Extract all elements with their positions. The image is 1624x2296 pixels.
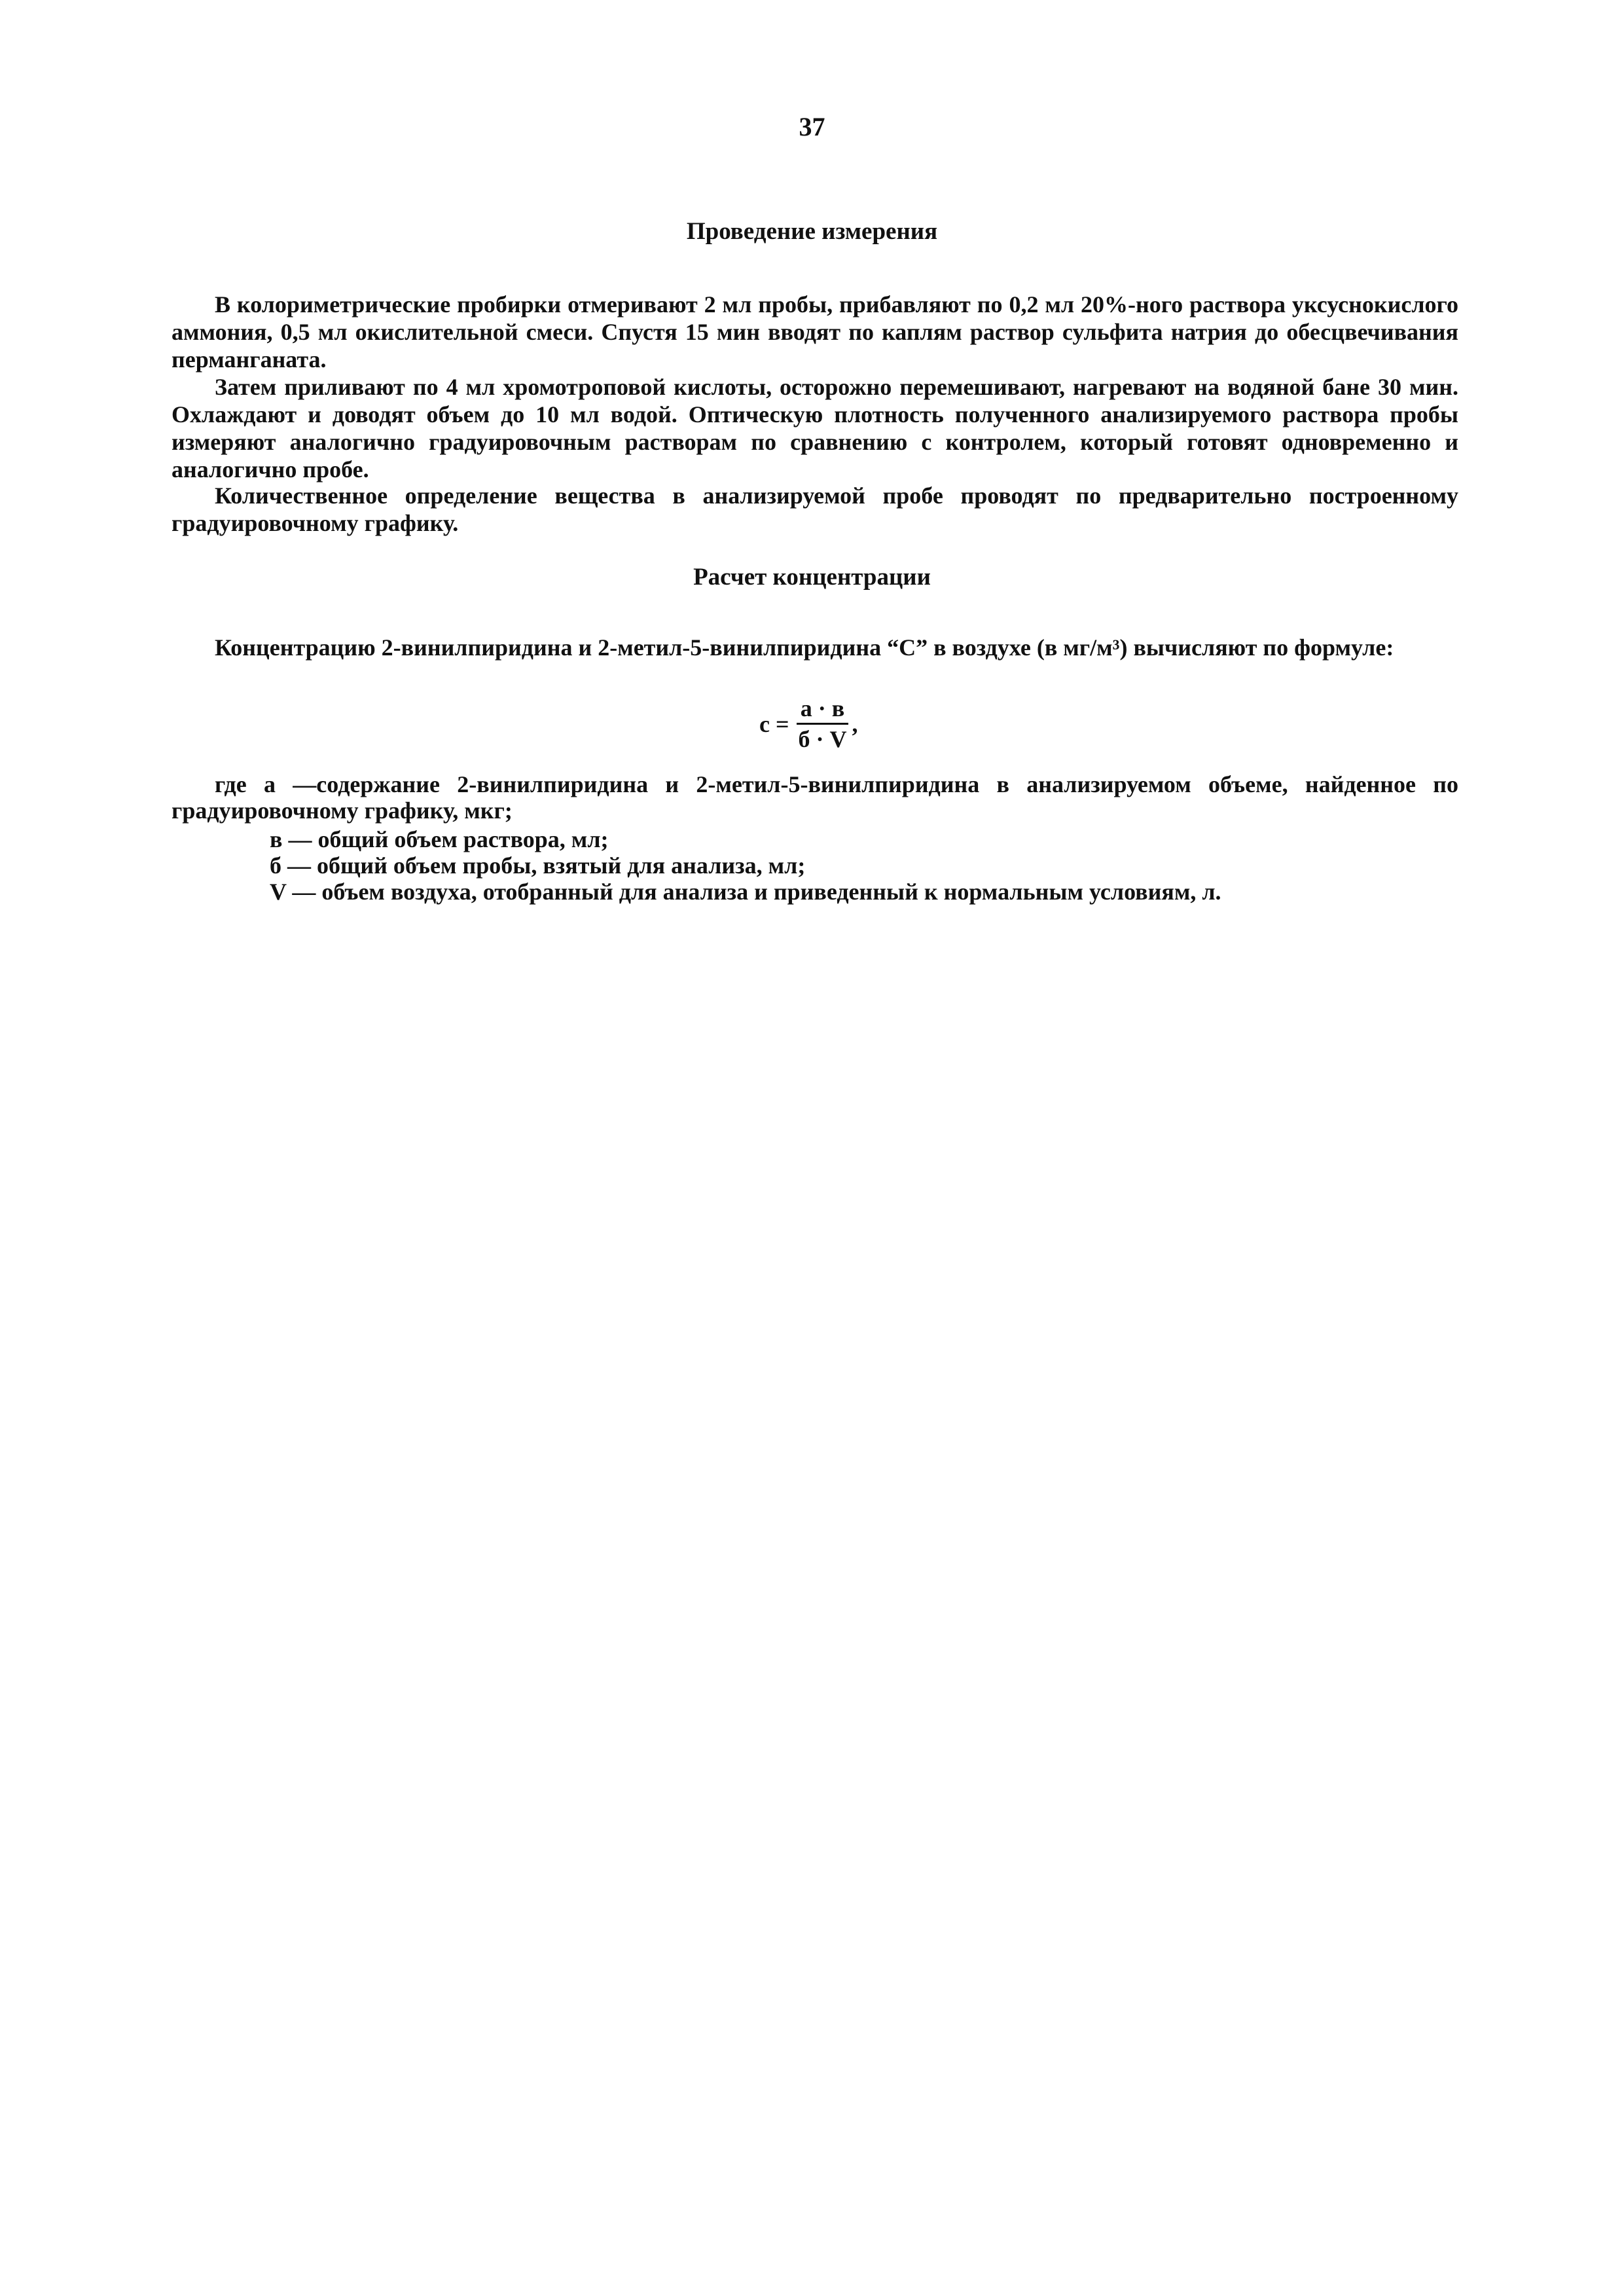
concentration-formula bbox=[759, 695, 858, 752]
formula-lhs: с = bbox=[759, 710, 789, 737]
paragraph-1: В колориметрические пробирки отмеривают 2 мл пробы, прибавляют по 0,2 мл 20%-ного раствора уксуснокислого аммония, 0,5 мл окислительной смеси. Спустя 15 мин вводят по каплям раствор сульфита натрия до обесцвечивания перманганата. bbox=[171, 291, 1458, 373]
legend-item-a: где а —содержание 2-винилпиридина и 2-метил-5-винилпиридина в анализируемом объеме, найденное по градуировочному графику, мкг; bbox=[171, 771, 1458, 824]
section-heading-calculation: Расчет концентрации bbox=[693, 564, 931, 591]
legend-item-c: б — общий объем пробы, взятый для анализа, мл; bbox=[270, 852, 806, 879]
section-heading-measurement: Проведение измерения bbox=[686, 218, 938, 245]
paragraph-2: Затем приливают по 4 мл хромотроповой кислоты, осторожно перемешивают, нагревают на водяной бане 30 мин. Охлаждают и доводят объем до 10 мл водой. Оптическую плотность полученного анализируемого раствора пробы измеряют аналогично градуировочным растворам по сравнению с контролем, который готовят одновременно и аналогично пробе. bbox=[171, 374, 1458, 483]
paragraph-3: Количественное определение вещества в анализируемой пробе проводят по предварительно построенному градуировочному графику. bbox=[171, 483, 1458, 536]
formula-numerator: а · в bbox=[797, 695, 848, 725]
legend-item-d: V — объем воздуха, отобранный для анализа и приведенный к нормальным условиям, л. bbox=[270, 879, 1221, 905]
page-number: 37 bbox=[799, 112, 825, 141]
paragraph-formula-intro: Концентрацию 2-винилпиридина и 2-метил-5-винилпиридина “С” в воздухе (в мг/м³) вычисляют по формуле: bbox=[215, 634, 1394, 661]
formula-tail: , bbox=[852, 710, 858, 737]
formula-fraction bbox=[795, 695, 851, 752]
formula-denominator: б · V bbox=[798, 726, 847, 752]
legend-item-b: в — общий объем раствора, мл; bbox=[270, 826, 609, 852]
